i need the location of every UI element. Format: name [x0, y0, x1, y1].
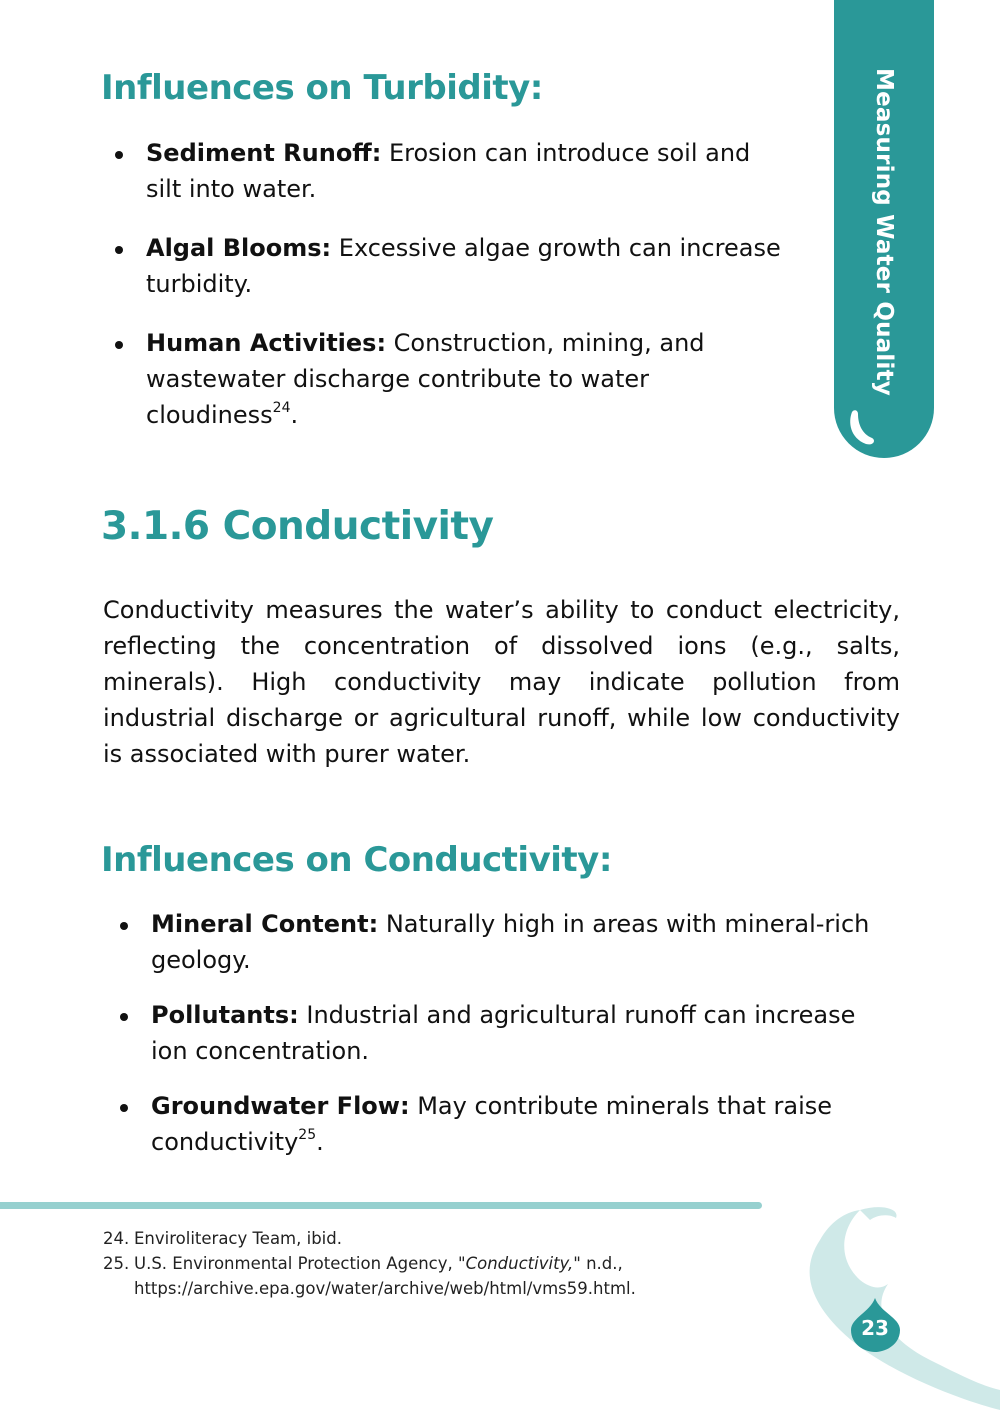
list-item-end: . [290, 401, 299, 429]
bullet-icon [115, 246, 123, 254]
list-item [146, 325, 786, 433]
list-item [151, 997, 891, 1069]
list-item-term: Human Activities: [146, 329, 387, 357]
turbidity-influences-heading: Influences on Turbidity: [101, 68, 543, 108]
list-item [146, 135, 786, 207]
footnote-number: 24. [103, 1229, 130, 1248]
footnote-ref[interactable]: 24 [272, 400, 291, 416]
conductivity-influences-list [151, 906, 891, 1160]
list-item [151, 906, 891, 978]
list-item-text: Construction, mining, and wastewater discharge contribute to water cloudiness [146, 329, 705, 429]
list-item [146, 230, 786, 302]
footnote-number: 25. [103, 1254, 130, 1273]
list-item-term: Groundwater Flow: [151, 1092, 410, 1120]
section-heading: 3.1.6 Conductivity [101, 504, 494, 549]
footnote-text: Enviroliteracy Team, ibid. [134, 1229, 342, 1248]
section-paragraph: Conductivity measures the water’s ability to conduct electricity, reflecting the concentration of dissolved ions (e.g., salts, minerals). High conductivity may indicate pollution from industrial discharge or agricultural runoff, while low conductivity is associated with purer water. [103, 596, 900, 768]
footnote [103, 1226, 743, 1251]
footnote-title: "Conductivity," [458, 1254, 581, 1273]
side-tab-label: Measuring Water Quality [871, 68, 897, 396]
list-item-text: Naturally high in areas with mineral-rich geology. [151, 910, 870, 974]
list-item-text: Excessive algae growth can increase turbidity. [146, 234, 781, 298]
turbidity-influences-list [146, 135, 786, 433]
footnote [103, 1251, 743, 1301]
list-item-term: Algal Blooms: [146, 234, 332, 262]
bullet-icon [115, 151, 123, 159]
water-drop-icon [846, 408, 878, 448]
footnote-divider [0, 1202, 762, 1209]
list-item-text: Industrial and agricultural runoff can increase ion concentration. [151, 1001, 856, 1065]
footnote-ref[interactable]: 25 [298, 1127, 317, 1143]
list-item-term: Mineral Content: [151, 910, 379, 938]
bullet-icon [120, 922, 128, 930]
conductivity-influences-heading: Influences on Conductivity: [101, 840, 612, 880]
footnote-text: U.S. Environmental Protection Agency, [134, 1254, 458, 1273]
bullet-icon [115, 341, 123, 349]
page-number: 23 [861, 1316, 889, 1340]
bullet-icon [120, 1104, 128, 1112]
list-item [151, 1088, 891, 1160]
list-item-term: Sediment Runoff: [146, 139, 382, 167]
list-item-term: Pollutants: [151, 1001, 299, 1029]
footnote-source[interactable]: n.d., https://archive.epa.gov/water/archive/web/html/vms59.html. [134, 1254, 636, 1298]
list-item-end: . [316, 1128, 324, 1156]
list-item-text: May contribute minerals that raise conductivity [151, 1092, 832, 1156]
bullet-icon [120, 1013, 128, 1021]
list-item-text: Erosion can introduce soil and silt into water. [146, 139, 751, 203]
footnotes [103, 1226, 743, 1301]
